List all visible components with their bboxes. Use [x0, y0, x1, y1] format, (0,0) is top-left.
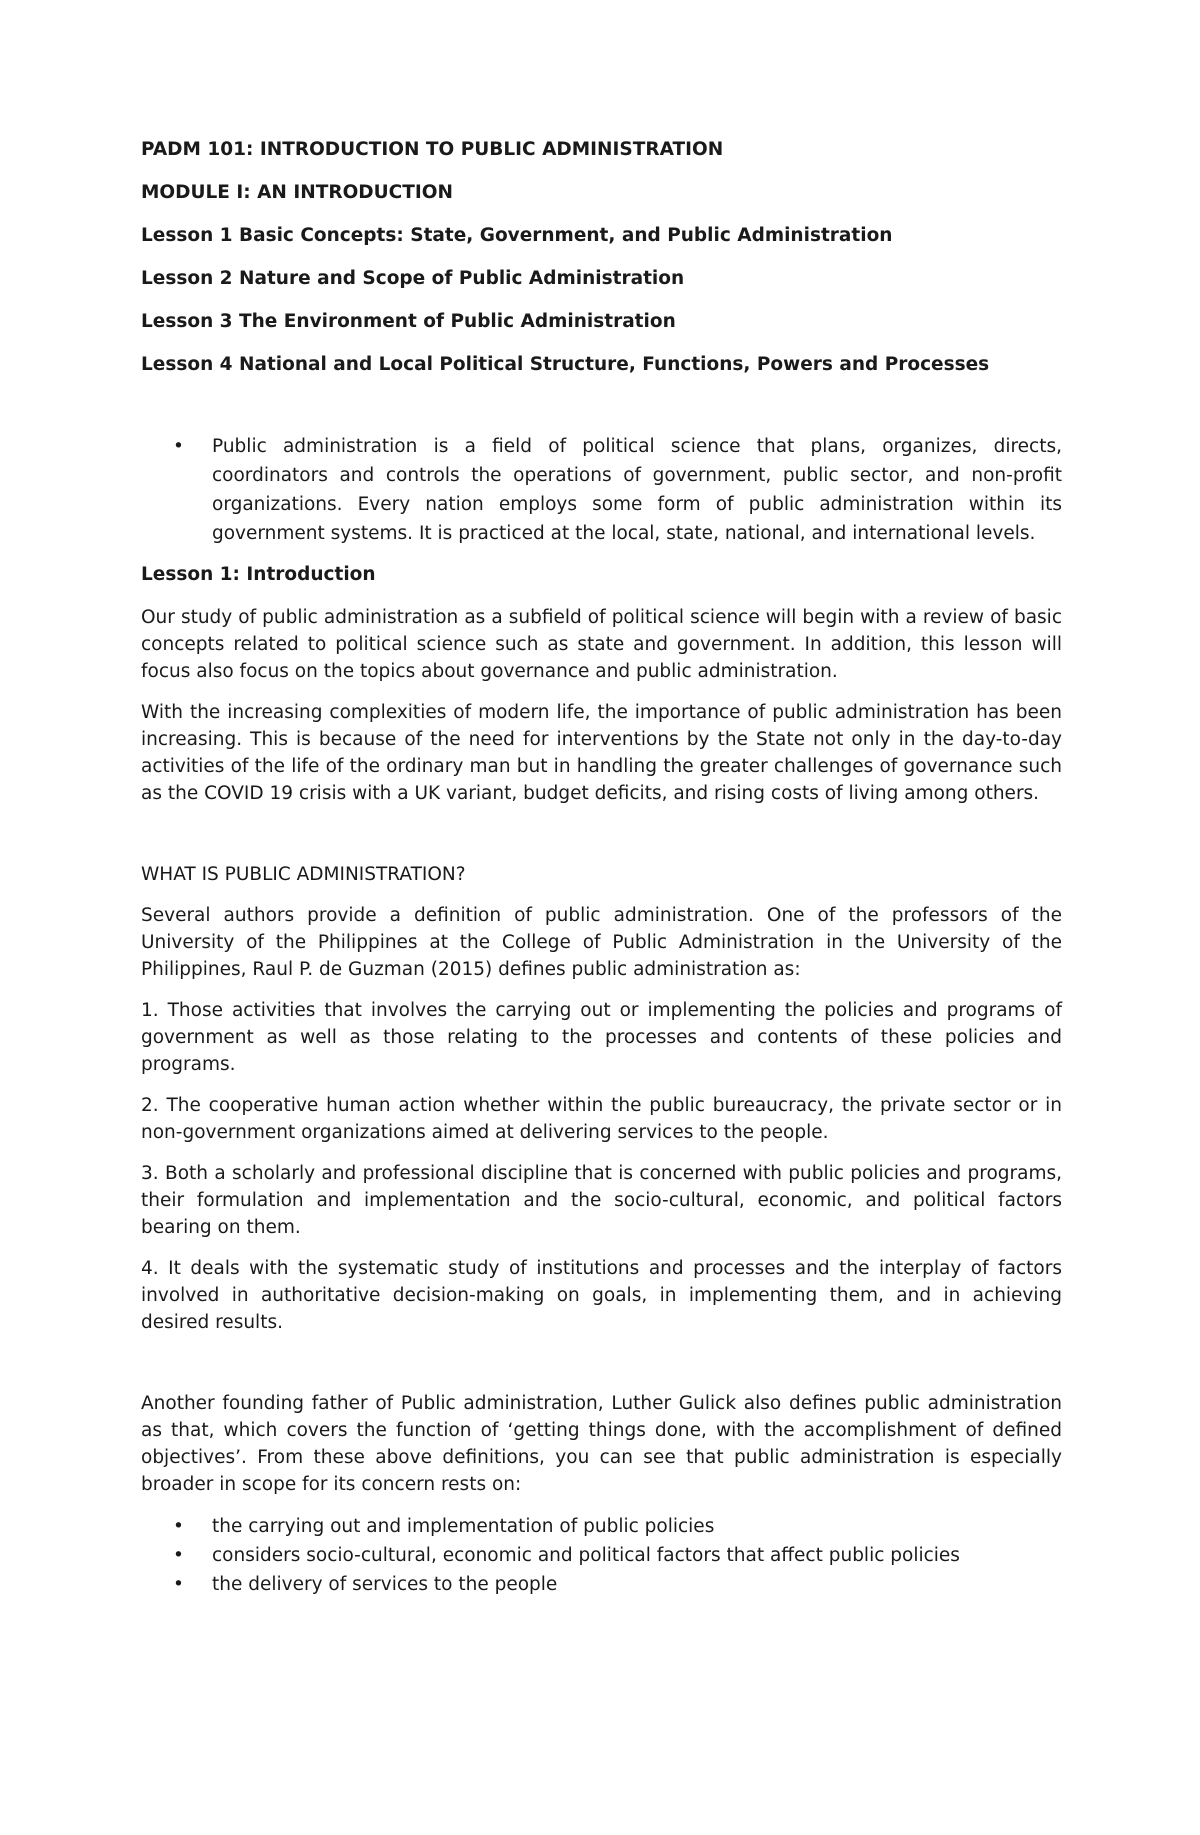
definition-3: 3. Both a scholarly and professional discipline that is concerned with public policies and programs, their formulation and implementation and the socio-cultural, economic, and political factors bearing on them.: [141, 1163, 1062, 1238]
definition-1: 1. Those activities that involves the carrying out or implementing the policies and programs of government as well as those relating to the processes and contents of these policies and programs.: [141, 1000, 1062, 1075]
lesson-1-paragraph-2: With the increasing complexities of modern life, the importance of public administration has been increasing. This is because of the need for interventions by the State not only in the day-to-day activities of the life of the ordinary man but in handling the greater challenges of governance such as the COVID 19 crisis with a UK variant, budget deficits, and rising costs of living among others.: [141, 702, 1062, 804]
list-item: [141, 1570, 1062, 1599]
list-item-text: the delivery of services to the people: [212, 1574, 558, 1595]
course-title: PADM 101: INTRODUCTION TO PUBLIC ADMINISTRATION: [141, 139, 724, 160]
lesson-4-title: Lesson 4 National and Local Political Structure, Functions, Powers and Processes: [141, 354, 990, 375]
bullet-icon: •: [173, 1516, 184, 1537]
lesson-1-paragraph-1: Our study of public administration as a subfield of political science will begin with a review of basic concepts related to political science such as state and government. In addition, this lesson will focus also focus on the topics about governance and public administration.: [141, 607, 1062, 682]
scope-list: [141, 1512, 1062, 1599]
lesson-3-title: Lesson 3 The Environment of Public Administration: [141, 311, 676, 332]
bullet-icon: •: [173, 1574, 184, 1595]
lesson-1-intro-heading: Lesson 1: Introduction: [141, 564, 376, 585]
intro-bullet: [141, 432, 1062, 548]
lesson-1-title: Lesson 1 Basic Concepts: State, Government, and Public Administration: [141, 225, 893, 246]
bullet-icon: •: [173, 436, 184, 457]
gulick-paragraph: Another founding father of Public administration, Luther Gulick also defines public administration as that, which covers the function of ‘getting things done, with the accomplishment of defined objectives’. From these above definitions, you can see that public administration is especially broader in scope for its concern rests on:: [141, 1393, 1062, 1495]
what-is-intro: Several authors provide a definition of public administration. One of the professors of the University of the Philippines at the College of Public Administration in the University of the Philippines, Raul P. de Guzman (2015) defines public administration as:: [141, 905, 1062, 980]
document-page: [141, 138, 1062, 1599]
definition-2: 2. The cooperative human action whether within the public bureaucracy, the private sector or in non-government organizations aimed at delivering services to the people.: [141, 1095, 1062, 1143]
what-is-heading: WHAT IS PUBLIC ADMINISTRATION?: [141, 864, 466, 885]
list-item-text: the carrying out and implementation of public policies: [212, 1516, 715, 1537]
list-item: [141, 1541, 1062, 1570]
lesson-2-title: Lesson 2 Nature and Scope of Public Administration: [141, 268, 685, 289]
intro-bullet-text: Public administration is a field of political science that plans, organizes, directs, coordinators and controls the operations of government, public sector, and non-profit organizations. Every nation employs some form of public administration within its government systems. It is practiced at the local, state, national, and international levels.: [212, 436, 1062, 544]
list-item-text: considers socio-cultural, economic and political factors that affect public policies: [212, 1545, 960, 1566]
bullet-icon: •: [173, 1545, 184, 1566]
module-title: MODULE I: AN INTRODUCTION: [141, 182, 453, 203]
list-item: [141, 1512, 1062, 1541]
definition-4: 4. It deals with the systematic study of institutions and processes and the interplay of factors involved in authoritative decision-making on goals, in implementing them, and in achieving desired results.: [141, 1258, 1062, 1333]
